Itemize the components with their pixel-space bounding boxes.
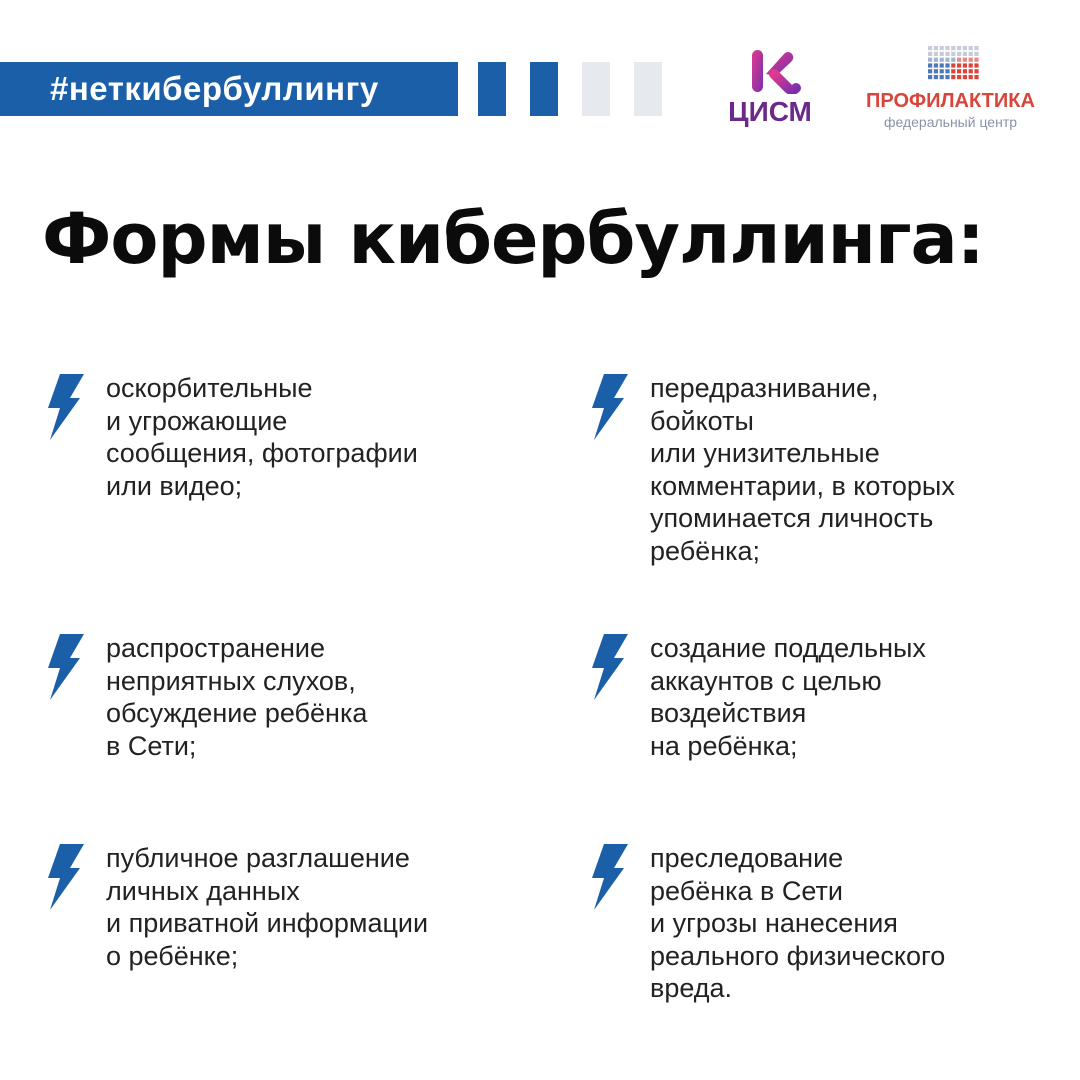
- decorative-stripe: [634, 62, 662, 116]
- list-item-text: передразнивание, бойкоты или унизительные комментарии, в которых упоминается личность ребёнка;: [650, 373, 955, 566]
- grid-dot: [940, 52, 944, 56]
- grid-dot: [940, 46, 944, 50]
- grid-dot: [963, 46, 967, 50]
- grid-dot: [940, 63, 944, 67]
- lightning-icon: [44, 634, 84, 700]
- decorative-stripe: [582, 62, 610, 116]
- grid-dot: [934, 52, 938, 56]
- list-item-text: создание поддельных аккаунтов с целью воздействия на ребёнка;: [650, 633, 926, 761]
- grid-dot: [957, 46, 961, 50]
- grid-dot: [969, 58, 973, 62]
- grid-dot: [945, 63, 949, 67]
- grid-dot: [974, 46, 978, 50]
- profilaktika-logo-subtitle: федеральный центр: [883, 114, 1018, 130]
- grid-dot: [974, 58, 978, 62]
- grid-dot: [940, 75, 944, 79]
- grid-dot: [928, 63, 932, 67]
- grid-dot: [963, 52, 967, 56]
- list-item-text: публичное разглашение личных данных и приватной информации о ребёнке;: [106, 843, 429, 971]
- grid-dot: [951, 58, 955, 62]
- grid-dot: [969, 52, 973, 56]
- grid-dot: [945, 46, 949, 50]
- grid-dot: [951, 75, 955, 79]
- profilaktika-grid-icon: [928, 46, 980, 80]
- grid-dot: [969, 69, 973, 73]
- grid-dot: [963, 75, 967, 79]
- list-item-text: оскорбительные и угрожающие сообщения, фотографии или видео;: [106, 373, 418, 501]
- grid-dot: [951, 63, 955, 67]
- grid-dot: [934, 63, 938, 67]
- lightning-icon: [588, 634, 628, 700]
- grid-dot: [934, 75, 938, 79]
- list-item-text: распространение неприятных слухов, обсуждение ребёнка в Сети;: [106, 633, 368, 761]
- grid-dot: [945, 52, 949, 56]
- grid-dot: [974, 52, 978, 56]
- grid-dot: [945, 75, 949, 79]
- grid-dot: [951, 46, 955, 50]
- grid-dot: [969, 75, 973, 79]
- grid-dot: [928, 69, 932, 73]
- list-item-text: преследование ребёнка в Сети и угрозы нанесения реального физического вреда.: [650, 843, 946, 1003]
- grid-dot: [928, 75, 932, 79]
- lightning-icon: [44, 844, 84, 910]
- grid-dot: [957, 69, 961, 73]
- lightning-icon: [588, 844, 628, 910]
- grid-dot: [957, 58, 961, 62]
- grid-dot: [963, 69, 967, 73]
- cism-logo-mark: [736, 50, 806, 94]
- grid-dot: [951, 69, 955, 73]
- grid-dot: [963, 58, 967, 62]
- grid-dot: [963, 63, 967, 67]
- grid-dot: [928, 58, 932, 62]
- grid-dot: [940, 69, 944, 73]
- profilaktika-logo-title: ПРОФИЛАКТИКА: [866, 90, 1035, 112]
- grid-dot: [974, 69, 978, 73]
- grid-dot: [951, 52, 955, 56]
- grid-dot: [974, 63, 978, 67]
- grid-dot: [934, 46, 938, 50]
- grid-dot: [928, 46, 932, 50]
- decorative-stripe: [478, 62, 506, 116]
- grid-dot: [957, 52, 961, 56]
- grid-dot: [928, 52, 932, 56]
- grid-dot: [945, 69, 949, 73]
- profilaktika-logo: [848, 46, 1058, 136]
- grid-dot: [957, 63, 961, 67]
- grid-dot: [940, 58, 944, 62]
- grid-dot: [969, 63, 973, 67]
- grid-dot: [934, 58, 938, 62]
- grid-dot: [974, 75, 978, 79]
- cism-logo-text: ЦИСМ: [728, 96, 812, 127]
- hashtag-label: #неткибербуллингу: [50, 70, 379, 107]
- page-title: Формы кибербуллинга:: [42, 198, 984, 280]
- cism-logo: [722, 48, 818, 128]
- grid-dot: [957, 75, 961, 79]
- lightning-icon: [588, 374, 628, 440]
- grid-dot: [945, 58, 949, 62]
- decorative-stripe: [530, 62, 558, 116]
- grid-dot: [969, 46, 973, 50]
- lightning-icon: [44, 374, 84, 440]
- grid-dot: [934, 69, 938, 73]
